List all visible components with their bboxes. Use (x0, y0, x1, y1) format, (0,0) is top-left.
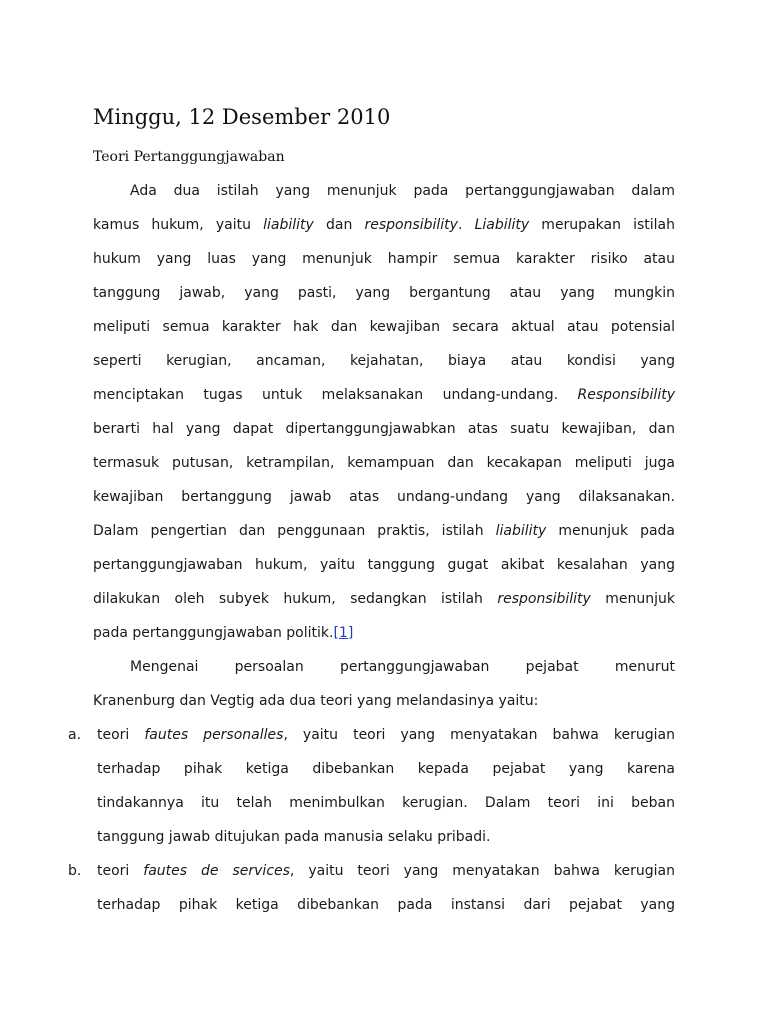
paragraph-line: Ada dua istilah yang menunjuk pada pertanggungjawaban dalam (130, 183, 675, 199)
list-item-line (97, 725, 675, 745)
text-span: menunjuk pada (546, 523, 676, 539)
italic-term: fautes personalles (144, 727, 284, 743)
paragraph-line: meliputi semua karakter hak dan kewajiban secara aktual atau potensial (93, 319, 675, 335)
text-span: dan (313, 217, 365, 233)
italic-term: liability (495, 523, 547, 539)
paragraph-line: termasuk putusan, ketrampilan, kemampuan dan kecakapan meliputi juga (93, 455, 675, 471)
text-span: , yaitu teori yang menyatakan bahwa kerugian (289, 863, 675, 879)
text-span: pada pertanggungjawaban politik. (93, 625, 334, 641)
italic-term: responsibility (497, 591, 591, 607)
paragraph-line (93, 385, 675, 405)
paragraph-line (93, 589, 675, 609)
paragraph-line: pertanggungjawaban hukum, yaitu tanggung gugat akibat kesalahan yang (93, 557, 675, 573)
text-span: teori (97, 863, 144, 879)
paragraph-line: hukum yang luas yang menunjuk hampir semua karakter risiko atau (93, 251, 675, 267)
list-item-line: terhadap pihak ketiga dibebankan pada instansi dari pejabat yang (97, 897, 675, 913)
paragraph-line: tanggung jawab, yang pasti, yang bergantung atau yang mungkin (93, 285, 675, 301)
text-span: menunjuk (590, 591, 675, 607)
list-item-line: terhadap pihak ketiga dibebankan kepada pejabat yang karena (97, 761, 675, 777)
paragraph-line: berarti hal yang dapat dipertanggungjawabkan atas suatu kewajiban, dan (93, 421, 675, 437)
list-item-line: tindakannya itu telah menimbulkan kerugian. Dalam teori ini beban (97, 795, 675, 811)
paragraph-line: Mengenai persoalan pertanggungjawaban pejabat menurut (130, 659, 675, 675)
list-item-line: tanggung jawab ditujukan pada manusia selaku pribadi. (97, 829, 491, 845)
italic-term: Responsibility (577, 387, 675, 403)
italic-term: fautes de services (143, 863, 290, 879)
text-span: kamus hukum, yaitu (93, 217, 264, 233)
paragraph-line: kewajiban bertanggung jawab atas undang-undang yang dilaksanakan. (93, 489, 675, 505)
text-span: dilakukan oleh subyek hukum, sedangkan istilah (93, 591, 498, 607)
italic-term: responsibility (364, 217, 458, 233)
italic-term: Liability (474, 217, 530, 233)
paragraph-line: Kranenburg dan Vegtig ada dua teori yang melandasinya yaitu: (93, 693, 539, 709)
text-span: merupakan istilah (529, 217, 675, 233)
list-marker: a. (68, 727, 82, 743)
paragraph-line (93, 521, 675, 541)
text-span: , yaitu teori yang menyatakan bahwa kerugian (283, 727, 675, 743)
list-marker: b. (68, 863, 82, 879)
section-title: Teori Pertanggungjawaban (93, 149, 285, 165)
paragraph-line (93, 215, 675, 235)
list-item-line (97, 861, 675, 881)
paragraph-line (93, 623, 353, 643)
page-title: Minggu, 12 Desember 2010 (93, 105, 391, 129)
text-span: Dalam pengertian dan penggunaan praktis, istilah (93, 523, 496, 539)
text-span: menciptakan tugas untuk melaksanakan undang-undang. (93, 387, 578, 403)
paragraph-line: seperti kerugian, ancaman, kejahatan, biaya atau kondisi yang (93, 353, 675, 369)
text-span: . (457, 217, 475, 233)
footnote-link[interactable]: [1] (333, 625, 354, 641)
italic-term: liability (263, 217, 314, 233)
text-span: teori (97, 727, 145, 743)
